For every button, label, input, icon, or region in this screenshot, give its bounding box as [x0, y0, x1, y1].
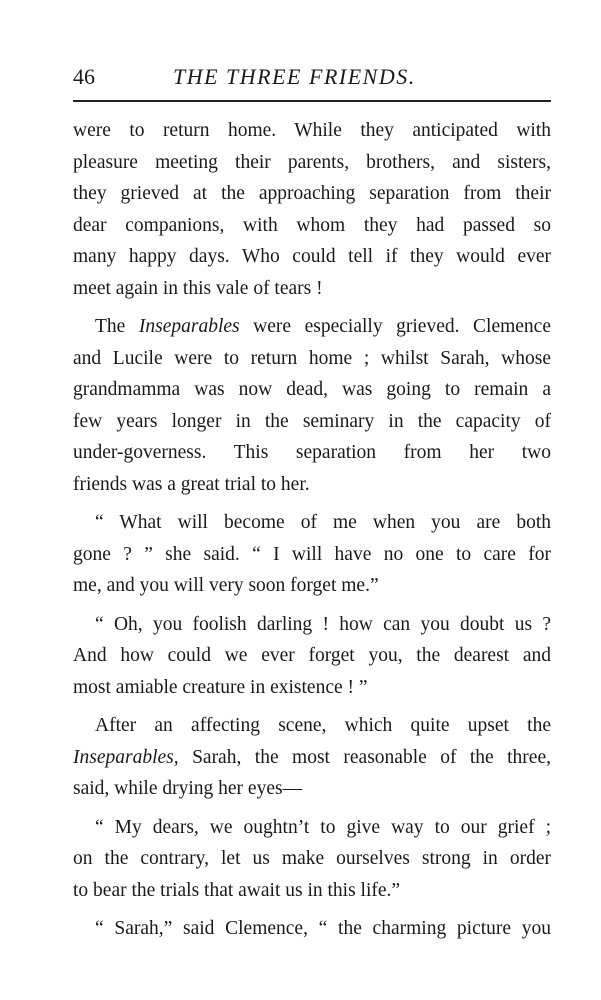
text-line: under-governess. This separation from her two: [73, 442, 551, 463]
text-line: pleasure meeting their parents, brothers, and sisters,: [73, 151, 551, 173]
header-rule: [73, 100, 551, 102]
text-line: many happy days. Who could tell if they would ever: [73, 246, 551, 267]
text-line: “ Sarah,” said Clemence, “ the charming picture you: [95, 918, 551, 939]
italic-term: Inseparables: [138, 316, 240, 337]
text-line: few years longer in the seminary in the capacity of: [73, 410, 551, 432]
text-line: [73, 311, 551, 343]
text-line: “ What will become of me when you are both: [95, 512, 551, 533]
text-line: to bear the trials that await us in this life.”: [73, 879, 401, 901]
italic-term: Inseparables,: [73, 746, 179, 768]
text-line: they grieved at the approaching separation from their: [73, 183, 551, 204]
text-fragment: were especially grieved. Clemence: [239, 316, 551, 337]
body-text: [73, 115, 551, 945]
text-line: gone ? ” she said. “ I will have no one to care for: [73, 543, 551, 565]
text-line: friends was a great trial to her.: [73, 473, 310, 495]
text-line: most amiable creature in existence ! ”: [73, 676, 368, 698]
text-line: [73, 742, 551, 774]
text-fragment: Sarah, the most reasonable of the three,: [178, 746, 551, 768]
text-line: dear companions, with whom they had passed so: [73, 214, 551, 236]
page-number: 46: [73, 64, 95, 89]
text-line: “ My dears, we oughtn’t to give way to our grief ;: [95, 816, 551, 838]
text-line: After an affecting scene, which quite upset the: [95, 715, 551, 736]
text-line: And how could we ever forget you, the dearest and: [73, 645, 551, 666]
text-line: me, and you will very soon forget me.”: [73, 575, 379, 596]
text-line: “ Oh, you foolish darling ! how can you doubt us ?: [95, 613, 551, 635]
text-line: meet again in this vale of tears !: [73, 277, 323, 299]
text-line: grandmamma was now dead, was going to remain a: [73, 379, 551, 400]
page-header: [73, 62, 551, 92]
text-fragment: The: [95, 316, 139, 337]
text-line: and Lucile were to return home ; whilst Sarah, whose: [73, 347, 551, 369]
running-head: THE THREE FRIENDS.: [173, 64, 416, 89]
text-line: on the contrary, let us make ourselves strong in order: [73, 848, 551, 869]
text-line: were to return home. While they anticipated with: [73, 120, 551, 141]
text-line: said, while drying her eyes—: [73, 778, 303, 799]
